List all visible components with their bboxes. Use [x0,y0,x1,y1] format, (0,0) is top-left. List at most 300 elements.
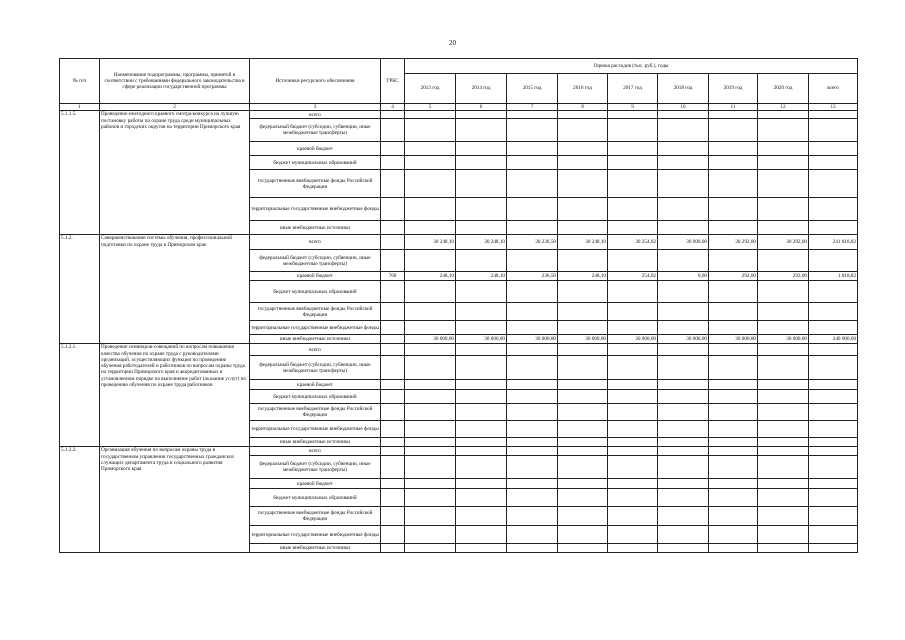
value-cell [405,489,456,507]
value-cell [558,170,608,198]
value-cell: 30 000,00 [507,335,558,344]
value-cell [658,156,709,170]
source-label: государственные внебюджетные фонды Российской Федерации [250,507,381,526]
value-cell [558,281,608,303]
value-cell [658,507,709,526]
total-cell [809,479,858,489]
value-cell [507,321,558,335]
source-label: иные внебюджетные источники [250,335,381,344]
source-label: бюджет муниципальных образований [250,156,381,170]
item-name: Проведение семинаров-совещаний по вопросам повышения качества обучения по охране труда с руководителями организаций, осуществляющих функции по проведению обучения работодателей и работников по вопросам охраны труда на территории Приморского края и аккредитованных в установленном порядке на выполнение работ (оказание услуг) по проведению обучения по охране труда работников [100,344,250,447]
value-cell [758,421,809,438]
value-cell [658,489,709,507]
grbs-cell [381,142,405,156]
value-cell [558,456,608,479]
header-grbs: ГРБС [381,59,405,104]
value-cell [758,221,809,235]
value-cell [456,390,507,404]
total-cell [809,544,858,553]
value-cell [507,447,558,456]
total-cell [809,489,858,507]
source-label: территориальные государственные внебюджетные фонды [250,198,381,221]
value-cell: 30 000,00 [405,335,456,344]
value-cell [405,221,456,235]
grbs-cell [381,526,405,544]
value-cell [758,489,809,507]
value-cell [758,111,809,119]
source-label: государственные внебюджетные фонды Российской Федерации [250,170,381,198]
value-cell [658,198,709,221]
value-cell: 30 254,02 [608,235,658,250]
column-number: 10 [658,104,709,111]
value-cell [608,156,658,170]
total-cell [809,390,858,404]
value-cell [507,438,558,447]
total-cell: 240 000,00 [809,335,858,344]
value-cell [658,250,709,272]
page-number: 20 [449,39,456,47]
column-number: 3 [250,104,381,111]
total-cell: 241 818,82 [809,235,858,250]
value-cell [456,170,507,198]
value-cell [405,281,456,303]
total-cell [809,404,858,421]
value-cell [405,404,456,421]
value-cell [709,170,758,198]
source-label: краевой бюджет [250,142,381,156]
value-cell [608,507,658,526]
value-cell: 248,10 [405,272,456,281]
value-cell [405,421,456,438]
header-year: 2018 год [658,74,709,104]
value-cell [456,456,507,479]
value-cell: 254,02 [608,272,658,281]
total-cell [809,119,858,142]
value-cell: 30 292,00 [709,235,758,250]
value-cell [456,250,507,272]
grbs-cell [381,111,405,119]
total-cell [809,456,858,479]
value-cell [658,321,709,335]
total-cell [809,380,858,390]
value-cell [405,250,456,272]
grbs-cell [381,170,405,198]
grbs-cell [381,335,405,344]
value-cell [758,380,809,390]
value-cell [758,170,809,198]
header-year: 2017 год [608,74,658,104]
source-label: государственные внебюджетные фонды Российской Федерации [250,404,381,421]
value-cell: 30 000,00 [608,335,658,344]
value-cell [709,156,758,170]
value-cell [608,303,658,321]
value-cell: 248,10 [456,272,507,281]
value-cell [608,447,658,456]
value-cell [405,447,456,456]
value-cell [456,344,507,356]
total-cell [809,303,858,321]
source-label: бюджет муниципальных образований [250,281,381,303]
value-cell [608,344,658,356]
column-number: 6 [456,104,507,111]
source-label: федеральный бюджет (субсидии, субвенции, иные межбюджетные трансферты) [250,356,381,380]
grbs-cell [381,438,405,447]
value-cell [658,526,709,544]
value-cell [758,303,809,321]
value-cell [558,250,608,272]
grbs-cell [381,544,405,553]
value-cell [456,281,507,303]
value-cell [405,356,456,380]
value-cell [608,142,658,156]
value-cell [608,404,658,421]
grbs-cell [381,489,405,507]
value-cell [709,489,758,507]
value-cell [608,356,658,380]
value-cell [558,380,608,390]
value-cell [405,198,456,221]
header-total: всего [809,74,858,104]
value-cell: 236,50 [507,272,558,281]
value-cell: 30 248,10 [558,235,608,250]
value-cell [456,221,507,235]
item-number: 5.1.1.5. [60,111,100,235]
value-cell: 30 236,50 [507,235,558,250]
value-cell [758,479,809,489]
value-cell [507,111,558,119]
header-year: 2020 год [758,74,809,104]
value-cell [405,456,456,479]
value-cell [558,111,608,119]
value-cell [456,380,507,390]
value-cell [758,142,809,156]
source-label: федеральный бюджет (субсидии, субвенции, иные межбюджетные трансферты) [250,250,381,272]
value-cell: 30 248,10 [456,235,507,250]
value-cell [608,380,658,390]
value-cell [405,479,456,489]
column-number: 9 [608,104,658,111]
value-cell [507,421,558,438]
value-cell: 30 292,00 [758,235,809,250]
value-cell [558,156,608,170]
value-cell: 30 000,00 [758,335,809,344]
item-name: Организация обучения по вопросам охраны труда в государственном управлении государственных гражданских служащих департамента труда и социального развития Приморского края [100,447,250,553]
column-number: 1 [60,104,100,111]
header-year: 2015 год [507,74,558,104]
grbs-cell [381,479,405,489]
value-cell [507,170,558,198]
column-number: 12 [758,104,809,111]
value-cell [658,544,709,553]
value-cell [658,479,709,489]
value-cell [709,142,758,156]
value-cell [558,142,608,156]
value-cell [658,421,709,438]
value-cell: 292,00 [709,272,758,281]
grbs-cell [381,507,405,526]
value-cell [558,507,608,526]
total-cell [809,198,858,221]
total-cell [809,170,858,198]
value-cell [507,544,558,553]
value-cell [658,438,709,447]
value-cell [758,404,809,421]
value-cell [709,221,758,235]
value-cell [558,344,608,356]
value-cell [507,456,558,479]
column-number: 8 [558,104,608,111]
total-cell [809,111,858,119]
value-cell [558,489,608,507]
source-label: иные внебюджетные источники [250,438,381,447]
source-label: федеральный бюджет (субсидии, субвенции, иные межбюджетные трансферты) [250,456,381,479]
value-cell [456,404,507,421]
value-cell [758,456,809,479]
total-cell [809,421,858,438]
value-cell [405,526,456,544]
value-cell [456,321,507,335]
value-cell [507,507,558,526]
value-cell [709,380,758,390]
value-cell [658,356,709,380]
grbs-cell [381,456,405,479]
value-cell [608,479,658,489]
value-cell [405,380,456,390]
value-cell [709,404,758,421]
column-number-row [60,104,858,111]
value-cell [709,507,758,526]
total-cell: 1 818,82 [809,272,858,281]
value-cell [558,447,608,456]
value-cell [758,507,809,526]
total-cell [809,321,858,335]
value-cell: 30 248,10 [405,235,456,250]
item-name: Совершенствование системы обучения, профессиональной подготовки по охране труда в Приморском крае [100,235,250,344]
value-cell [405,507,456,526]
value-cell [456,489,507,507]
source-label: государственные внебюджетные фонды Российской Федерации [250,303,381,321]
value-cell [758,544,809,553]
total-cell [809,156,858,170]
value-cell [558,526,608,544]
value-cell: 0,00 [658,272,709,281]
value-cell [658,303,709,321]
value-cell [456,156,507,170]
column-number: 7 [507,104,558,111]
value-cell: 248,10 [558,272,608,281]
grbs-cell [381,235,405,250]
grbs-cell: 760 [381,272,405,281]
total-cell [809,281,858,303]
table-row [60,344,858,356]
value-cell [405,390,456,404]
grbs-cell [381,447,405,456]
source-label: краевой бюджет [250,479,381,489]
total-cell [809,438,858,447]
value-cell [709,447,758,456]
total-cell [809,221,858,235]
value-cell [709,544,758,553]
value-cell [558,303,608,321]
table-row [60,235,858,250]
grbs-cell [381,198,405,221]
value-cell [456,438,507,447]
header-year: 2019 год [709,74,758,104]
value-cell [608,119,658,142]
value-cell [456,544,507,553]
total-cell [809,356,858,380]
value-cell [709,390,758,404]
value-cell [558,356,608,380]
total-cell [809,344,858,356]
value-cell [456,447,507,456]
value-cell [456,111,507,119]
value-cell: 30 000,00 [456,335,507,344]
value-cell [456,356,507,380]
value-cell [709,438,758,447]
value-cell [709,281,758,303]
value-cell [608,281,658,303]
header-sources: Источники ресурсного обеспечения [250,59,381,104]
total-cell [809,250,858,272]
value-cell [709,456,758,479]
value-cell [758,447,809,456]
value-cell [507,142,558,156]
expense-table [59,58,858,553]
grbs-cell [381,404,405,421]
item-number: 5.1.2.1. [60,344,100,447]
grbs-cell [381,250,405,272]
grbs-cell [381,221,405,235]
value-cell [709,111,758,119]
value-cell [709,344,758,356]
column-number: 5 [405,104,456,111]
source-label: бюджет муниципальных образований [250,489,381,507]
grbs-cell [381,390,405,404]
column-number: 11 [709,104,758,111]
value-cell [758,281,809,303]
value-cell [658,456,709,479]
header-row-1 [60,59,858,74]
source-label: краевой бюджет [250,272,381,281]
value-cell [507,356,558,380]
source-label: всего [250,235,381,250]
value-cell [608,526,658,544]
grbs-cell [381,303,405,321]
value-cell [709,321,758,335]
value-cell [709,250,758,272]
value-cell [558,119,608,142]
source-label: всего [250,344,381,356]
value-cell [709,421,758,438]
source-label: всего [250,111,381,119]
source-label: территориальные государственные внебюджетные фонды [250,321,381,335]
value-cell [507,198,558,221]
value-cell [758,526,809,544]
value-cell [456,303,507,321]
value-cell [507,119,558,142]
value-cell [608,421,658,438]
value-cell [709,356,758,380]
value-cell [608,111,658,119]
value-cell [758,156,809,170]
source-label: всего [250,447,381,456]
item-name: Проведение ежегодного краевого смотра-конкурса на лучшую постановку работы по охране труда среди муниципальных районов и городских округов на территории Приморского края [100,111,250,235]
value-cell [558,390,608,404]
value-cell [507,526,558,544]
column-number: 4 [381,104,405,111]
value-cell [507,250,558,272]
value-cell [658,111,709,119]
source-label: территориальные государственные внебюджетные фонды [250,526,381,544]
source-label: иные внебюджетные источники [250,221,381,235]
grbs-cell [381,356,405,380]
value-cell [658,170,709,198]
total-cell [809,142,858,156]
value-cell [608,489,658,507]
value-cell [507,489,558,507]
total-cell [809,507,858,526]
value-cell [558,544,608,553]
value-cell [758,321,809,335]
value-cell [405,344,456,356]
value-cell [608,170,658,198]
header-year: 2014 год [456,74,507,104]
value-cell [507,221,558,235]
item-number: 5.1.2.2. [60,447,100,553]
value-cell: 30 000,00 [658,335,709,344]
item-number: 5.1.2. [60,235,100,344]
source-label: иные внебюджетные источники [250,544,381,553]
value-cell [709,119,758,142]
value-cell [608,438,658,447]
header-num: № п/п [60,59,100,104]
value-cell [507,303,558,321]
column-number: 2 [100,104,250,111]
grbs-cell [381,281,405,303]
value-cell [405,111,456,119]
value-cell [758,390,809,404]
value-cell [709,526,758,544]
value-cell [658,380,709,390]
value-cell [709,198,758,221]
value-cell [507,479,558,489]
value-cell [758,438,809,447]
value-cell [507,281,558,303]
column-number: 13 [809,104,858,111]
value-cell [456,507,507,526]
total-cell [809,447,858,456]
header-year: 2016 год [558,74,608,104]
grbs-cell [381,344,405,356]
value-cell [758,344,809,356]
value-cell [608,198,658,221]
header-estimate: Оценка расходов (тыс. руб.), годы [405,59,858,74]
value-cell [658,119,709,142]
value-cell [456,198,507,221]
value-cell [558,479,608,489]
value-cell [558,438,608,447]
grbs-cell [381,421,405,438]
value-cell [608,321,658,335]
value-cell [456,526,507,544]
table-body [60,111,858,553]
header-name: Наименование подпрограммы, программы, принятой в соответствии с требованиями федерального законодательства в сфере реализации государственной программы [100,59,250,104]
total-cell [809,526,858,544]
value-cell [758,198,809,221]
value-cell [608,544,658,553]
value-cell [558,221,608,235]
